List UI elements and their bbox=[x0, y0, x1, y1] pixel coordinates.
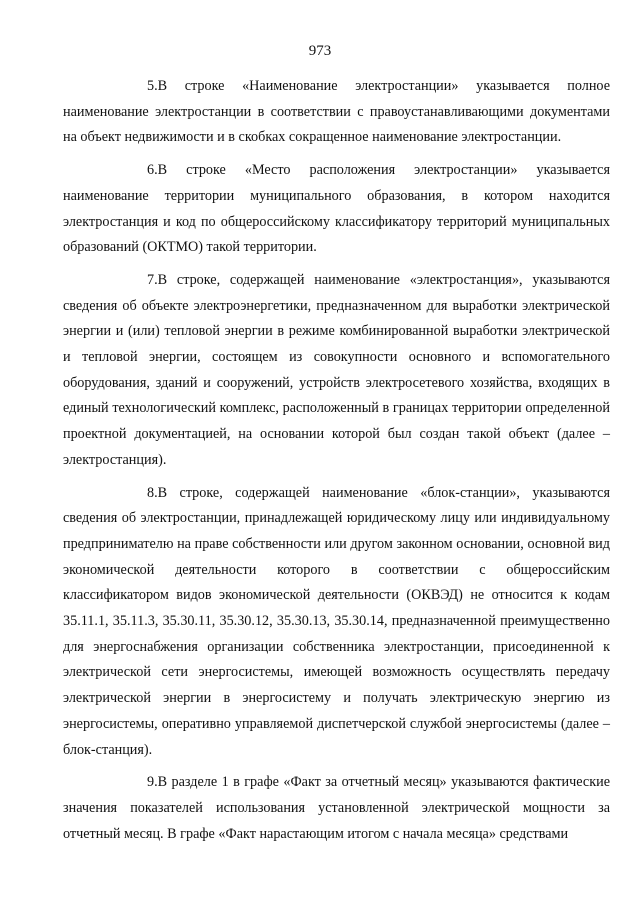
paragraph-number: 8. bbox=[147, 484, 158, 501]
paragraph-number: 7. bbox=[147, 271, 158, 288]
paragraph-8 bbox=[63, 481, 610, 764]
paragraph-5 bbox=[63, 74, 610, 151]
paragraph-text: В разделе 1 в графе «Факт за отчетный месяц» указываются фактические значения показателей использования установленной электрической мощности за отчетный месяц. В графе «Факт нарастающим итогом с начала месяца» средствами bbox=[63, 774, 610, 842]
paragraph-text: В строке «Наименование электростанции» указывается полное наименование электростанции в соответствии с правоустанавливающими документами на объект недвижимости и в скобках сокращенное наименование электростанции. bbox=[63, 78, 610, 146]
paragraph-6 bbox=[63, 158, 610, 261]
paragraph-text: В строке «Место расположения электростанции» указывается наименование территории муниципального образования, в котором находится электростанция и код по общероссийскому классификатору территорий муниципальных образований (ОКТМО) такой территории. bbox=[63, 162, 610, 256]
page-number: 973 bbox=[308, 43, 332, 59]
document-body bbox=[63, 74, 610, 854]
paragraph-number: 5. bbox=[147, 78, 158, 94]
paragraph-text: В строке, содержащей наименование «блок-станции», указываются сведения об электростанции, принадлежащей юридическому лицу или индивидуальному предпринимателю на праве собственности или другом законном основании, основной вид экономической деятельности которого в соответствии с общероссийским классификатором видов экономической деятельности (ОКВЭД) не относится к кодам 35.11.1, 35.11.3, 35.30.11, 35.30.12, 35.30.13, 35.30.14, предназначенной преимущественно для энергоснабжения организации собственника электростанции, присоединенной к электрической сети энергосистемы, имеющей возможность осуществлять передачу электрической энергии в энергосистему и получать электрическую энергию из энергосистемы, оперативно управляемой диспетчерской службой энергосистемы (далее – блок-станция). bbox=[63, 484, 610, 758]
paragraph-number: 9. bbox=[147, 774, 158, 791]
paragraph-number: 6. bbox=[147, 162, 158, 179]
paragraph-7 bbox=[63, 268, 610, 474]
paragraph-9 bbox=[63, 770, 610, 847]
paragraph-text: В строке, содержащей наименование «электростанция», указываются сведения об объекте электроэнергетики, предназначенном для выработки электрической энергии и (или) тепловой энергии в режиме комбинированной выработки электрической и тепловой энергии, состоящем из совокупности основного и вспомогательного оборудования, зданий и сооружений, устройств электросетевого хозяйства, входящих в единый технологический комплекс, расположенный в границах территории определенной проектной документацией, на основании которой был создан такой объект (далее – электростанция). bbox=[63, 271, 610, 468]
